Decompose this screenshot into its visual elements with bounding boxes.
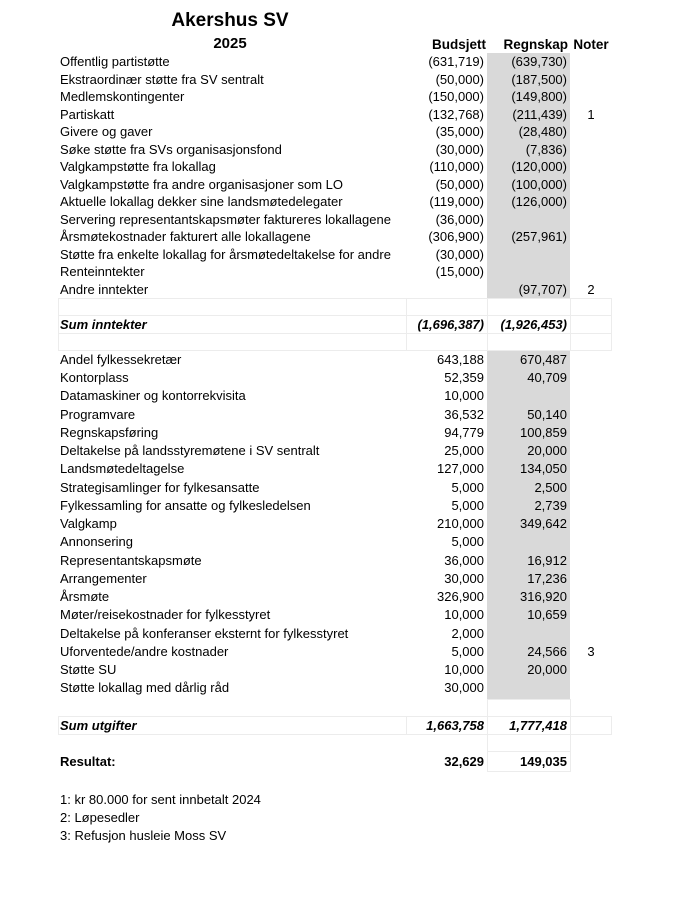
actual-value: (126,000) [511,194,567,209]
actual-value: 10,659 [527,607,567,622]
note-ref: 1 [587,106,595,122]
row-label: Annonsering [60,534,133,549]
expense-row [58,479,612,497]
gridline-box [487,699,571,717]
actual-value: (97,707) [518,281,567,297]
row-label: Programvare [60,406,136,422]
income-row [58,71,612,89]
expense-row [58,570,612,588]
footnote: 2: Løpesedler [60,810,140,825]
column-header-notes: Noter [573,37,609,52]
actual-value: 2,739 [534,498,567,513]
footnotes [60,791,261,845]
income-row [58,106,612,124]
income-row [58,211,612,229]
budget-value: (306,900) [428,229,484,244]
column-header-actual: Regnskap [503,37,568,52]
row-label: Deltakelse på landsstyremøtene i SV sentralt [60,443,320,458]
actual-value: (639,730) [511,54,567,69]
row-label: Resultat: [60,754,116,769]
budget-value: (15,000) [435,264,484,279]
expense-row [58,625,612,643]
budget-value: 643,188 [437,352,484,367]
row-label: Deltakelse på konferanser eksternt for fylkesstyret [60,625,349,641]
note-ref: 3 [587,644,595,659]
budget-total: (1,696,387) [417,316,484,332]
row-label: Støtte fra enkelte lokallag for årsmøtedeltakelse for andre [60,246,391,262]
actual-value: 24,566 [527,644,567,659]
budget-value: 10,000 [444,607,484,622]
expense-row [58,387,612,405]
row-label: Offentlig partistøtte [60,54,170,69]
actual-value: (28,480) [518,124,567,139]
row-label: Partiskatt [60,106,115,122]
expense-row [58,424,612,442]
row-label: Andel fylkessekretær [60,352,182,367]
actual-value: 20,000 [527,443,567,458]
expense-total-row [58,717,612,735]
budget-value: 210,000 [437,516,484,531]
budget-value: (35,000) [435,124,484,139]
actual-value: 16,912 [527,552,567,568]
income-row [58,193,612,211]
actual-value: 316,920 [520,589,567,604]
actual-value: 2,500 [534,479,567,495]
actual-total: (1,926,453) [500,316,567,332]
sheet-title: Akershus SV [171,10,289,31]
expense-row [58,552,612,570]
row-label: Renteinntekter [60,264,145,279]
actual-value: (7,836) [525,141,567,157]
income-total-row [58,316,612,334]
budget-result: 32,629 [444,754,484,769]
actual-value: 349,642 [520,516,567,531]
actual-result: 149,035 [520,754,567,769]
footnote: 1: kr 80.000 for sent innbetalt 2024 [60,792,261,807]
budget-value: (30,000) [435,246,484,262]
row-label: Aktuelle lokallag dekker sine landsmøtedelegater [60,194,343,209]
budget-value: 127,000 [437,461,484,476]
income-row [58,123,612,141]
budget-value: (30,000) [435,141,484,157]
budget-value: 52,359 [444,370,484,385]
row-label: Valgkamp [60,516,117,531]
budget-value: 2,000 [451,625,484,641]
budget-value: 36,532 [444,406,484,422]
budget-value: 36,000 [444,552,484,568]
expense-row [58,460,612,478]
row-label: Møter/reisekostnader for fylkesstyret [60,607,271,622]
expense-row [58,369,612,387]
expense-row [58,588,612,606]
income-row [58,176,612,194]
budget-value: 326,900 [437,589,484,604]
actual-value: 50,140 [527,406,567,422]
budget-value: 5,000 [451,479,484,495]
actual-value: (211,439) [512,106,567,122]
expense-row [58,606,612,624]
actual-value: (257,961) [511,229,567,244]
actual-value: 40,709 [527,370,567,385]
expense-row [58,515,612,533]
row-label: Datamaskiner og kontorrekvisita [60,388,246,403]
row-label: Landsmøtedeltagelse [60,461,185,476]
income-row [58,281,612,299]
row-label: Søke støtte fra SVs organisasjonsfond [60,141,282,157]
row-label: Valgkampstøtte fra lokallag [60,159,216,174]
budget-value: (50,000) [435,71,484,87]
expense-row [58,442,612,460]
budget-value: (132,768) [428,106,484,122]
row-label: Fylkessamling for ansatte og fylkesledelsen [60,498,311,513]
income-row [58,228,612,246]
expense-row [58,497,612,515]
income-row [58,88,612,106]
actual-value: 670,487 [520,352,567,367]
gridline-box [487,734,571,752]
note-ref: 2 [587,281,595,297]
budget-value: (631,719) [428,54,484,69]
actual-value: 134,050 [520,461,567,476]
row-label: Andre inntekter [60,281,149,297]
budget-value: 5,000 [451,534,484,549]
budget-value: 25,000 [444,443,484,458]
income-row [58,246,612,264]
budget-value: (50,000) [435,176,484,192]
actual-total: 1,777,418 [509,717,567,733]
expense-row [58,533,612,551]
expense-row [58,406,612,424]
row-label: Årsmøte [60,589,110,604]
income-row [58,158,612,176]
row-label: Servering representantskapsmøter faktureres lokallagene [60,211,391,227]
row-label: Sum utgifter [60,717,137,733]
row-label: Regnskapsføring [60,425,159,440]
expense-row [58,679,612,697]
income-row [58,263,612,281]
actual-value: 17,236 [527,571,567,586]
actual-value: (120,000) [511,159,567,174]
budget-value: (110,000) [429,159,484,174]
row-label: Uforventede/andre kostnader [60,644,229,659]
budget-value: 10,000 [444,388,484,403]
expense-row [58,661,612,679]
actual-value: (187,500) [511,71,567,87]
budget-value: 5,000 [451,498,484,513]
row-label: Ekstraordinær støtte fra SV sentralt [60,71,264,87]
actual-value: (100,000) [511,176,567,192]
sheet-year: 2025 [213,35,247,52]
row-label: Årsmøtekostnader fakturert alle lokallagene [60,229,311,244]
row-label: Representantskapsmøte [60,552,202,568]
budget-value: 10,000 [444,662,484,677]
actual-value: (149,800) [511,89,567,104]
row-label: Medlemskontingenter [60,89,185,104]
row-label: Strategisamlinger for fylkesansatte [60,479,260,495]
row-label: Arrangementer [60,571,147,586]
result-row [58,753,612,771]
actual-value: 100,859 [520,425,567,440]
budget-value: (119,000) [429,194,484,209]
budget-value: 30,000 [444,680,484,695]
footnote: 3: Refusjon husleie Moss SV [60,828,227,843]
budget-total: 1,663,758 [426,717,484,733]
expense-row [58,351,612,369]
budget-value: 94,779 [444,425,484,440]
income-row [58,141,612,159]
row-label: Valgkampstøtte fra andre organisasjoner som LO [60,176,344,192]
row-label: Støtte SU [60,662,117,677]
budget-value: 5,000 [451,644,484,659]
income-row [58,53,612,71]
budget-value: 30,000 [444,571,484,586]
expense-row [58,643,612,661]
budget-value: (36,000) [435,211,484,227]
actual-value: 20,000 [527,662,567,677]
row-label: Givere og gaver [60,124,153,139]
column-header-budget: Budsjett [432,37,486,52]
budget-value: (150,000) [428,89,484,104]
row-label: Sum inntekter [60,316,147,332]
row-label: Kontorplass [60,370,129,385]
row-label: Støtte lokallag med dårlig råd [60,680,230,695]
